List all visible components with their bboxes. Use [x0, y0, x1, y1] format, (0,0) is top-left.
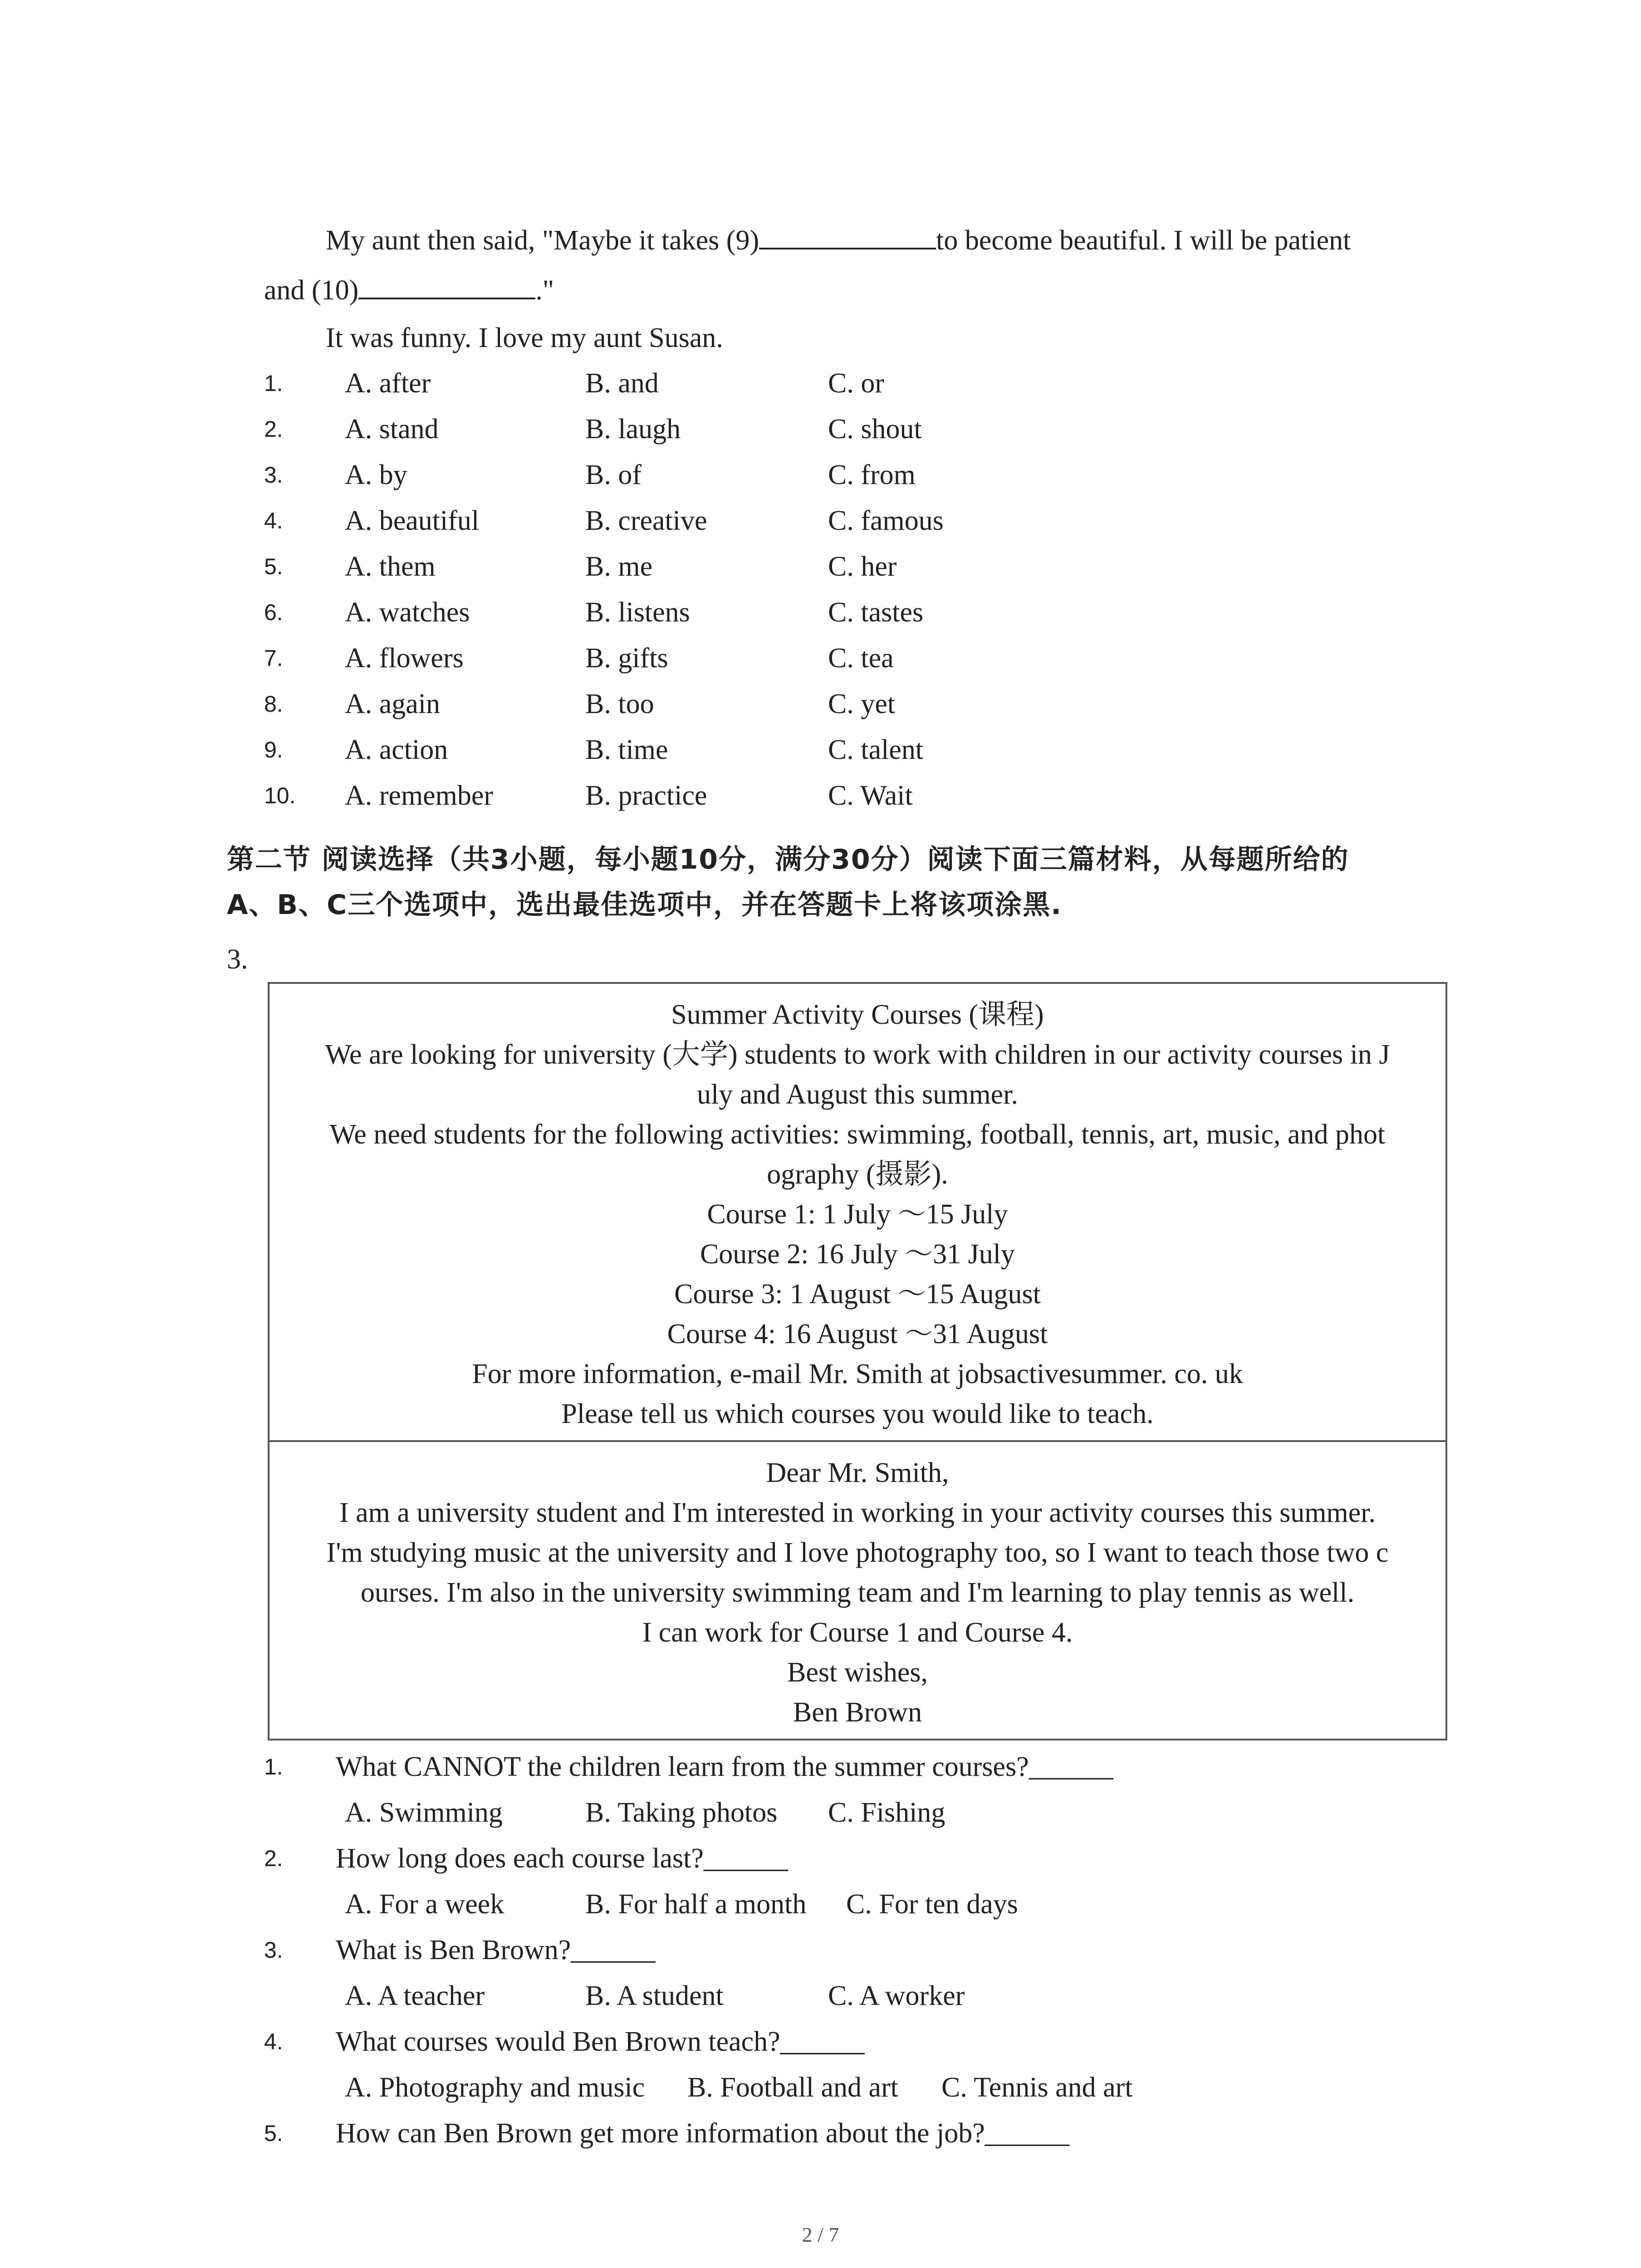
section-heading-line-2: A、B、C三个选项中，选出最佳选项中，并在答题卡上将该项涂黑.	[227, 889, 1062, 921]
reading-material-box	[268, 982, 1447, 1740]
ad-line: Course 3: 1 August ～15 August	[674, 1279, 1041, 1310]
question-text: What courses would Ben Brown teach?______	[336, 2026, 865, 2057]
option-choice-a[interactable]: A. flowers	[345, 643, 464, 674]
question-text: What is Ben Brown?______	[336, 1935, 656, 1965]
passage-text: and (10)	[264, 275, 359, 306]
answer-choice-a[interactable]: A. For a week	[345, 1889, 505, 1920]
answer-choice-a[interactable]: A. Photography and music	[345, 2072, 645, 2103]
option-choice-b[interactable]: B. too	[585, 689, 654, 719]
ad-line: Course 2: 16 July ～31 July	[700, 1239, 1015, 1270]
question-text: How can Ben Brown get more information about the job?______	[336, 2118, 1069, 2149]
answer-blank-10	[358, 272, 535, 299]
option-number: 2.	[264, 416, 283, 442]
ad-line: uly and August this summer.	[697, 1079, 1018, 1110]
ad-line: We are looking for university (大学) students to work with children in our activity courses in J	[325, 1039, 1390, 1070]
option-choice-a[interactable]: A. beautiful	[345, 505, 480, 536]
ad-line: ography (摄影).	[767, 1159, 948, 1190]
option-choice-b[interactable]: B. and	[585, 368, 659, 399]
ad-line: Course 4: 16 August ～31 August	[667, 1319, 1048, 1349]
letter-line: ourses. I'm also in the university swimming team and I'm learning to play tennis as well.	[360, 1577, 1355, 1608]
option-choice-c[interactable]: C. or	[828, 368, 884, 399]
answer-choice-a[interactable]: A. A teacher	[345, 1980, 485, 2011]
answer-choice-b[interactable]: B. A student	[585, 1980, 724, 2011]
question-text: What CANNOT the children learn from the summer courses?______	[336, 1751, 1113, 1782]
option-choice-c[interactable]: C. yet	[828, 689, 896, 719]
option-number: 8.	[264, 691, 283, 717]
ad-line: Course 1: 1 July ～15 July	[707, 1199, 1008, 1230]
option-choice-b[interactable]: B. listens	[585, 597, 690, 628]
option-choice-b[interactable]: B. me	[585, 551, 653, 582]
option-choice-b[interactable]: B. practice	[585, 780, 707, 811]
answer-choice-c[interactable]: C. Tennis and art	[941, 2072, 1133, 2103]
option-choice-a[interactable]: A. remember	[345, 780, 494, 811]
question-number: 2.	[264, 1846, 283, 1871]
ad-line: We need students for the following activities: swimming, football, tennis, art, music, and phot	[329, 1119, 1386, 1150]
passage-text: My aunt then said, "Maybe it takes (9)	[326, 225, 759, 256]
option-choice-a[interactable]: A. watches	[345, 597, 470, 628]
ad-line: For more information, e-mail Mr. Smith at jobsactivesummer. co. uk	[472, 1359, 1243, 1389]
answer-choice-c[interactable]: C. A worker	[828, 1980, 965, 2011]
option-number: 3.	[264, 462, 283, 488]
section-heading-line-1: 第二节 阅读选择（共3小题，每小题10分，满分30分）阅读下面三篇材料，从每题所给的	[227, 844, 1349, 875]
option-choice-c[interactable]: C. Wait	[828, 780, 913, 811]
option-choice-a[interactable]: A. stand	[345, 414, 439, 445]
option-choice-c[interactable]: C. tastes	[828, 597, 924, 628]
question-text: How long does each course last?______	[336, 1843, 788, 1874]
ad-line: Summer Activity Courses (课程)	[671, 999, 1044, 1030]
option-choice-c[interactable]: C. tea	[828, 643, 894, 674]
option-number: 10.	[264, 783, 296, 808]
ad-notice	[269, 984, 1445, 1440]
ad-line: Please tell us which courses you would like to teach.	[561, 1398, 1154, 1429]
answer-choice-b[interactable]: B. Taking photos	[585, 1797, 778, 1828]
passage-line-3: It was funny. I love my aunt Susan.	[326, 323, 723, 353]
option-number: 9.	[264, 737, 283, 763]
option-number: 4.	[264, 508, 283, 533]
answer-choice-b[interactable]: B. Football and art	[687, 2072, 898, 2103]
question-number: 5.	[264, 2121, 283, 2146]
option-choice-a[interactable]: A. by	[345, 459, 407, 490]
passage-line-1	[326, 222, 1351, 259]
question-number: 3.	[264, 1937, 283, 1963]
passage-line-2	[264, 272, 554, 308]
option-number: 5.	[264, 554, 283, 579]
passage-text: ."	[535, 275, 554, 306]
passage-text: to become beautiful. I will be patient	[936, 225, 1351, 256]
letter-line: Dear Mr. Smith,	[766, 1457, 949, 1488]
letter-line: I'm studying music at the university and I love photography too, so I want to teach those two c	[326, 1537, 1389, 1568]
option-number: 6.	[264, 600, 283, 625]
option-choice-b[interactable]: B. of	[585, 459, 642, 490]
option-choice-a[interactable]: A. after	[345, 368, 431, 399]
option-choice-a[interactable]: A. them	[345, 551, 436, 582]
letter-line: Best wishes,	[787, 1657, 928, 1688]
answer-choice-c[interactable]: C. Fishing	[828, 1797, 945, 1828]
option-choice-b[interactable]: B. gifts	[585, 643, 668, 674]
option-choice-c[interactable]: C. her	[828, 551, 897, 582]
answer-choice-c[interactable]: C. For ten days	[846, 1889, 1018, 1920]
option-choice-b[interactable]: B. creative	[585, 505, 707, 536]
page-number: 2 / 7	[802, 2223, 839, 2246]
option-choice-c[interactable]: C. famous	[828, 505, 944, 536]
option-choice-b[interactable]: B. laugh	[585, 414, 681, 445]
letter-line: I am a university student and I'm interested in working in your activity courses this summer.	[339, 1497, 1376, 1528]
option-number: 1.	[264, 371, 283, 396]
letter-line: Ben Brown	[793, 1697, 922, 1728]
option-choice-c[interactable]: C. from	[828, 459, 916, 490]
option-number: 7.	[264, 645, 283, 671]
letter-line: I can work for Course 1 and Course 4.	[642, 1617, 1073, 1648]
answer-blank-9	[759, 222, 936, 249]
question-number: 1.	[264, 1754, 283, 1779]
question-number: 3.	[227, 944, 248, 975]
letter	[269, 1442, 1445, 1739]
option-choice-a[interactable]: A. again	[345, 689, 441, 719]
question-number: 4.	[264, 2029, 283, 2054]
option-choice-a[interactable]: A. action	[345, 734, 448, 765]
option-choice-b[interactable]: B. time	[585, 734, 668, 765]
option-choice-c[interactable]: C. talent	[828, 734, 924, 765]
answer-choice-b[interactable]: B. For half a month	[585, 1889, 807, 1920]
answer-choice-a[interactable]: A. Swimming	[345, 1797, 503, 1828]
option-choice-c[interactable]: C. shout	[828, 414, 922, 445]
